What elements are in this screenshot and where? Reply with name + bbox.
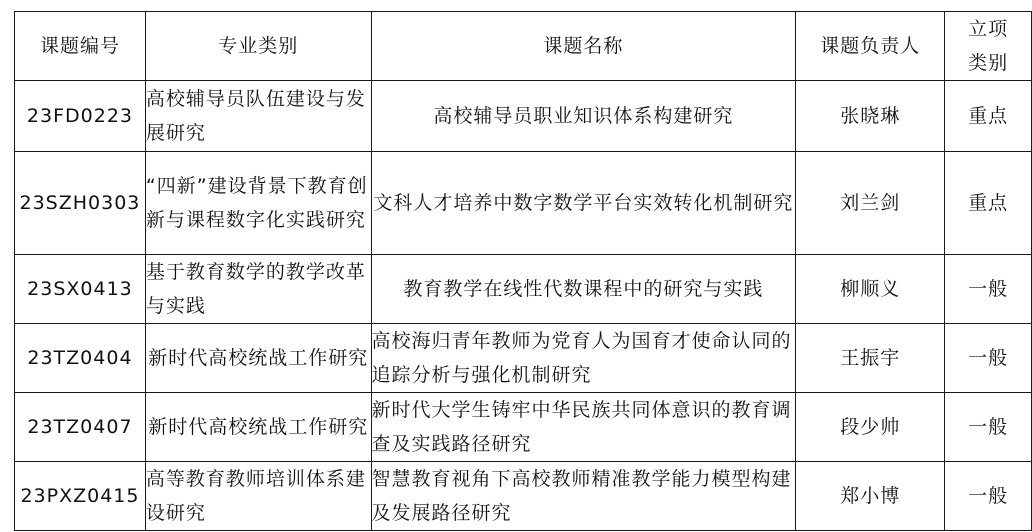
cell-category: “四新”建设背景下教育创新与课程数字化实践研究 [145,152,371,255]
cell-id: 23PXZ0415 [15,462,146,531]
header-title: 课题名称 [371,12,796,81]
cell-type: 一般 [945,462,1032,531]
cell-title: 新时代大学生铸牢中华民族共同体意识的教育调查及实践路径研究 [371,393,796,462]
cell-leader: 柳顺义 [796,255,945,324]
table-row [15,255,1032,324]
cell-title: 高校海归青年教师为党育人为国育才使命认同的追踪分析与强化机制研究 [371,324,796,393]
cell-category: 高校辅导员队伍建设与发展研究 [145,81,371,152]
cell-category: 新时代高校统战工作研究 [145,393,371,462]
cell-title: 高校辅导员职业知识体系构建研究 [371,81,796,152]
project-table [14,11,1032,531]
cell-id: 23FD0223 [15,81,146,152]
table-row [15,393,1032,462]
cell-leader: 刘兰剑 [796,152,945,255]
cell-type: 一般 [945,393,1032,462]
table-row [15,324,1032,393]
cell-title: 文科人才培养中数字数学平台实效转化机制研究 [371,152,796,255]
cell-title: 教育教学在线性代数课程中的研究与实践 [371,255,796,324]
cell-type: 一般 [945,324,1032,393]
cell-title: 智慧教育视角下高校教师精准教学能力模型构建及发展路径研究 [371,462,796,531]
cell-category: 新时代高校统战工作研究 [145,324,371,393]
header-type: 立项类别 [945,12,1032,81]
cell-category: 高等教育教师培训体系建设研究 [145,462,371,531]
cell-id: 23TZ0407 [15,393,146,462]
cell-id: 23SZH0303 [15,152,146,255]
cell-id: 23TZ0404 [15,324,146,393]
cell-leader: 张晓琳 [796,81,945,152]
cell-type: 一般 [945,255,1032,324]
cell-leader: 段少帅 [796,393,945,462]
table-row [15,462,1032,531]
header-category: 专业类别 [145,12,371,81]
cell-leader: 王振宇 [796,324,945,393]
cell-type: 重点 [945,152,1032,255]
cell-id: 23SX0413 [15,255,146,324]
table-row [15,152,1032,255]
header-id: 课题编号 [15,12,146,81]
cell-category: 基于教育数学的教学改革与实践 [145,255,371,324]
header-row [15,12,1032,81]
header-leader: 课题负责人 [796,12,945,81]
cell-type: 重点 [945,81,1032,152]
table-row [15,81,1032,152]
cell-leader: 郑小博 [796,462,945,531]
